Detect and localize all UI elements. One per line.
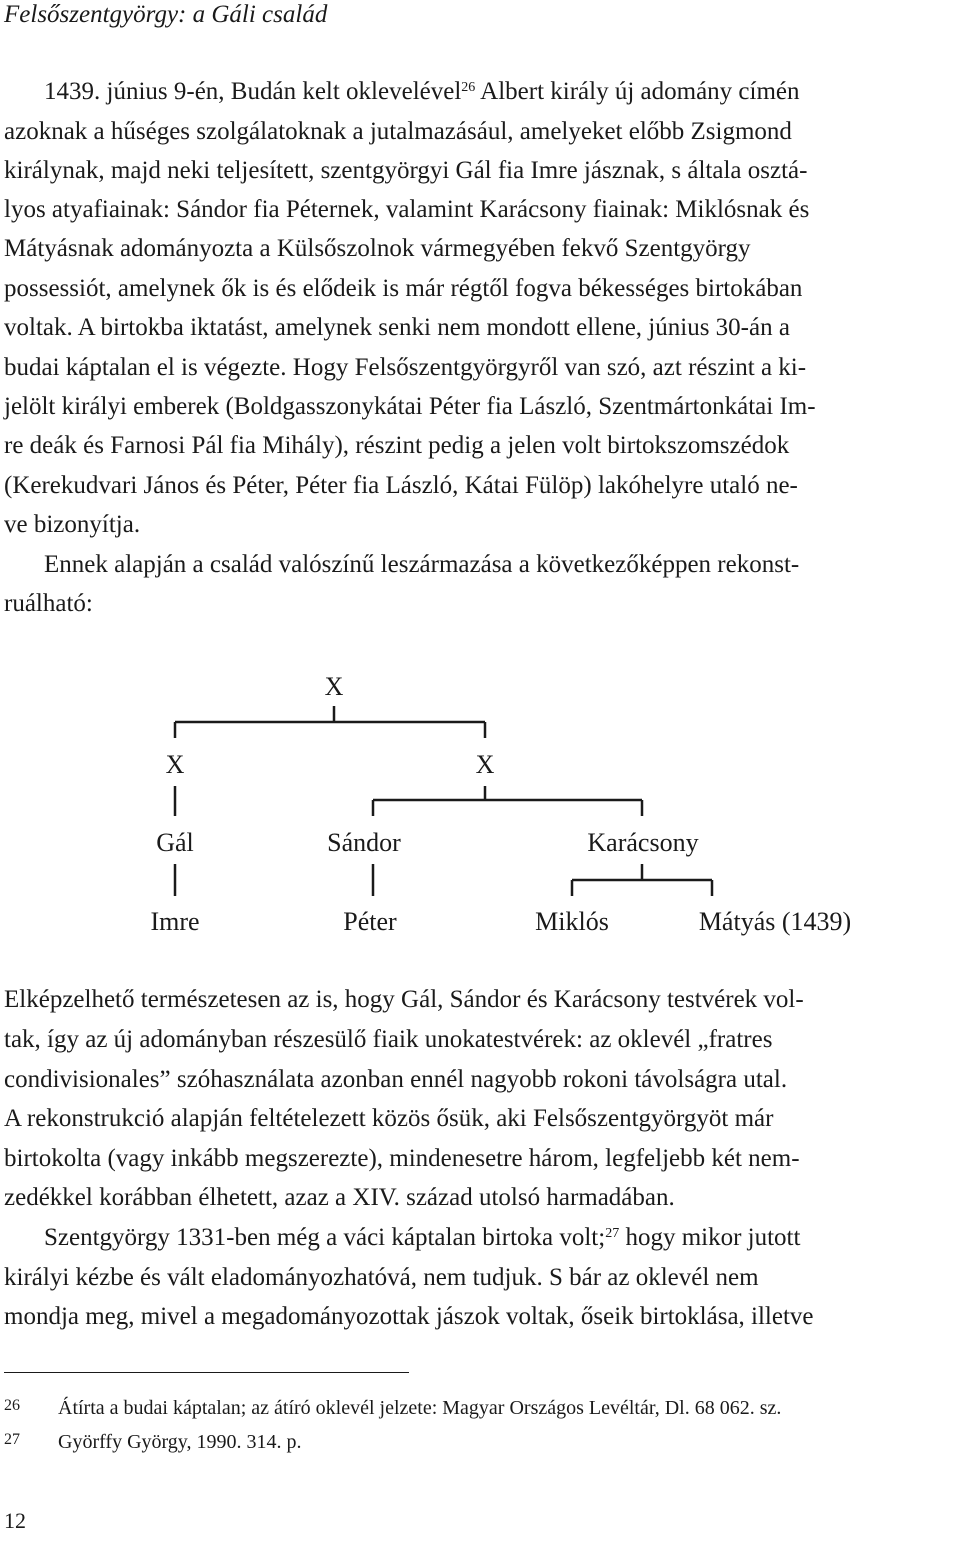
tree-node-gal: Gál (156, 828, 194, 857)
tree-node-root: X (324, 672, 344, 701)
body-line: possessiót, amelynek ők is és elődeik is már régtől fogva békességes birtokában (4, 275, 803, 302)
body-line: Mátyásnak adományozta a Külsőszolnok vármegyében fekvő Szentgyörgy (4, 235, 751, 262)
body-line: A rekonstrukció alapján feltételezett közös ősük, aki Felsőszentgyörgyöt már (4, 1105, 774, 1132)
footnote-text: Átírta a budai káptalan; az átíró oklevél jelzete: Magyar Országos Levéltár, Dl. 68 062. sz. (58, 1397, 782, 1419)
family-tree-diagram (0, 660, 960, 950)
page-number: 12 (4, 1508, 26, 1533)
body-line: Ennek alapján a család valószínű leszármazása a következőképpen rekonst- (44, 551, 800, 578)
tree-node-sandor: Sándor (327, 828, 401, 857)
tree-node-gen1-right: X (475, 750, 495, 779)
body-line: zedékkel korábban élhetett, azaz a XIV. század utolsó harmadában. (4, 1184, 675, 1211)
footnote-text: Györffy György, 1990. 314. p. (58, 1431, 302, 1453)
tree-node-karacsony: Karácsony (587, 828, 699, 857)
body-line: Szentgyörgy 1331-ben még a váci káptalan birtoka volt;$^{27}$ hogy mikor jutott (44, 1224, 801, 1251)
body-line: re deák és Farnosi Pál fia Mihály), részint pedig a jelen volt birtokszomszédok (4, 432, 790, 459)
tree-node-gen1-left: X (165, 750, 185, 779)
body-line: budai káptalan el is végezte. Hogy Felsőszentgyörgyről van szó, azt részint a ki- (4, 354, 807, 381)
body-line: 1439. június 9-én, Budán kelt oklevelével$^{26}$ Albert király új adomány címén (44, 78, 800, 105)
running-header: Felsőszentgyörgy: a Gáli család (4, 1, 328, 28)
body-line: tak, így az új adományban részesülő fiaik unokatestvérek: az oklevél „fratres (4, 1026, 773, 1053)
tree-node-matyas: Mátyás (1439) (698, 907, 852, 936)
body-line: birtokolta (vagy inkább megszerezte), mindenesetre három, legfeljebb két nem- (4, 1145, 800, 1172)
tree-node-imre: Imre (150, 907, 200, 936)
body-line: condivisionales” szóhasználata azonban ennél nagyobb rokoni távolságra utal. (4, 1066, 788, 1093)
body-line: ruálható: (4, 590, 93, 617)
body-line: ve bizonyítja. (4, 511, 141, 538)
footnote-divider (4, 1372, 409, 1373)
footnote-number: 26 (4, 1397, 20, 1414)
body-line: azoknak a hűséges szolgálatoknak a jutalmazásául, amelyeket előbb Zsigmond (4, 118, 792, 145)
body-line: lyos atyafiainak: Sándor fia Péternek, valamint Karácsony fiainak: Miklósnak és (4, 196, 810, 223)
footnote (4, 1395, 781, 1421)
body-line: jelölt királyi emberek (Boldgasszonykátai Péter fia László, Szentmártonkátai Im- (4, 393, 816, 420)
tree-node-miklos: Miklós (535, 907, 609, 936)
body-line: voltak. A birtokba iktatást, amelynek senki nem mondott ellene, június 30-án a (4, 314, 790, 341)
body-line: királynak, majd neki teljesített, szentgyörgyi Gál fia Imre jásznak, s általa osztá- (4, 157, 808, 184)
body-line: Elképzelhető természetesen az is, hogy Gál, Sándor és Karácsony testvérek vol- (4, 986, 804, 1013)
body-line: (Kerekudvari János és Péter, Péter fia László, Kátai Fülöp) lakóhelyre utaló ne- (4, 472, 798, 499)
body-line: mondja meg, mivel a megadományozottak jászok voltak, őseik birtoklása, illetve (4, 1303, 814, 1330)
footnote-number: 27 (4, 1431, 20, 1448)
tree-node-peter: Péter (343, 907, 397, 936)
body-line: királyi kézbe és vált eladományozhatóvá, nem tudjuk. S bár az oklevél nem (4, 1264, 759, 1291)
footnote-ref[interactable]: 26 (461, 80, 476, 95)
footnote-ref[interactable]: 27 (605, 1226, 620, 1241)
footnote (4, 1429, 302, 1455)
